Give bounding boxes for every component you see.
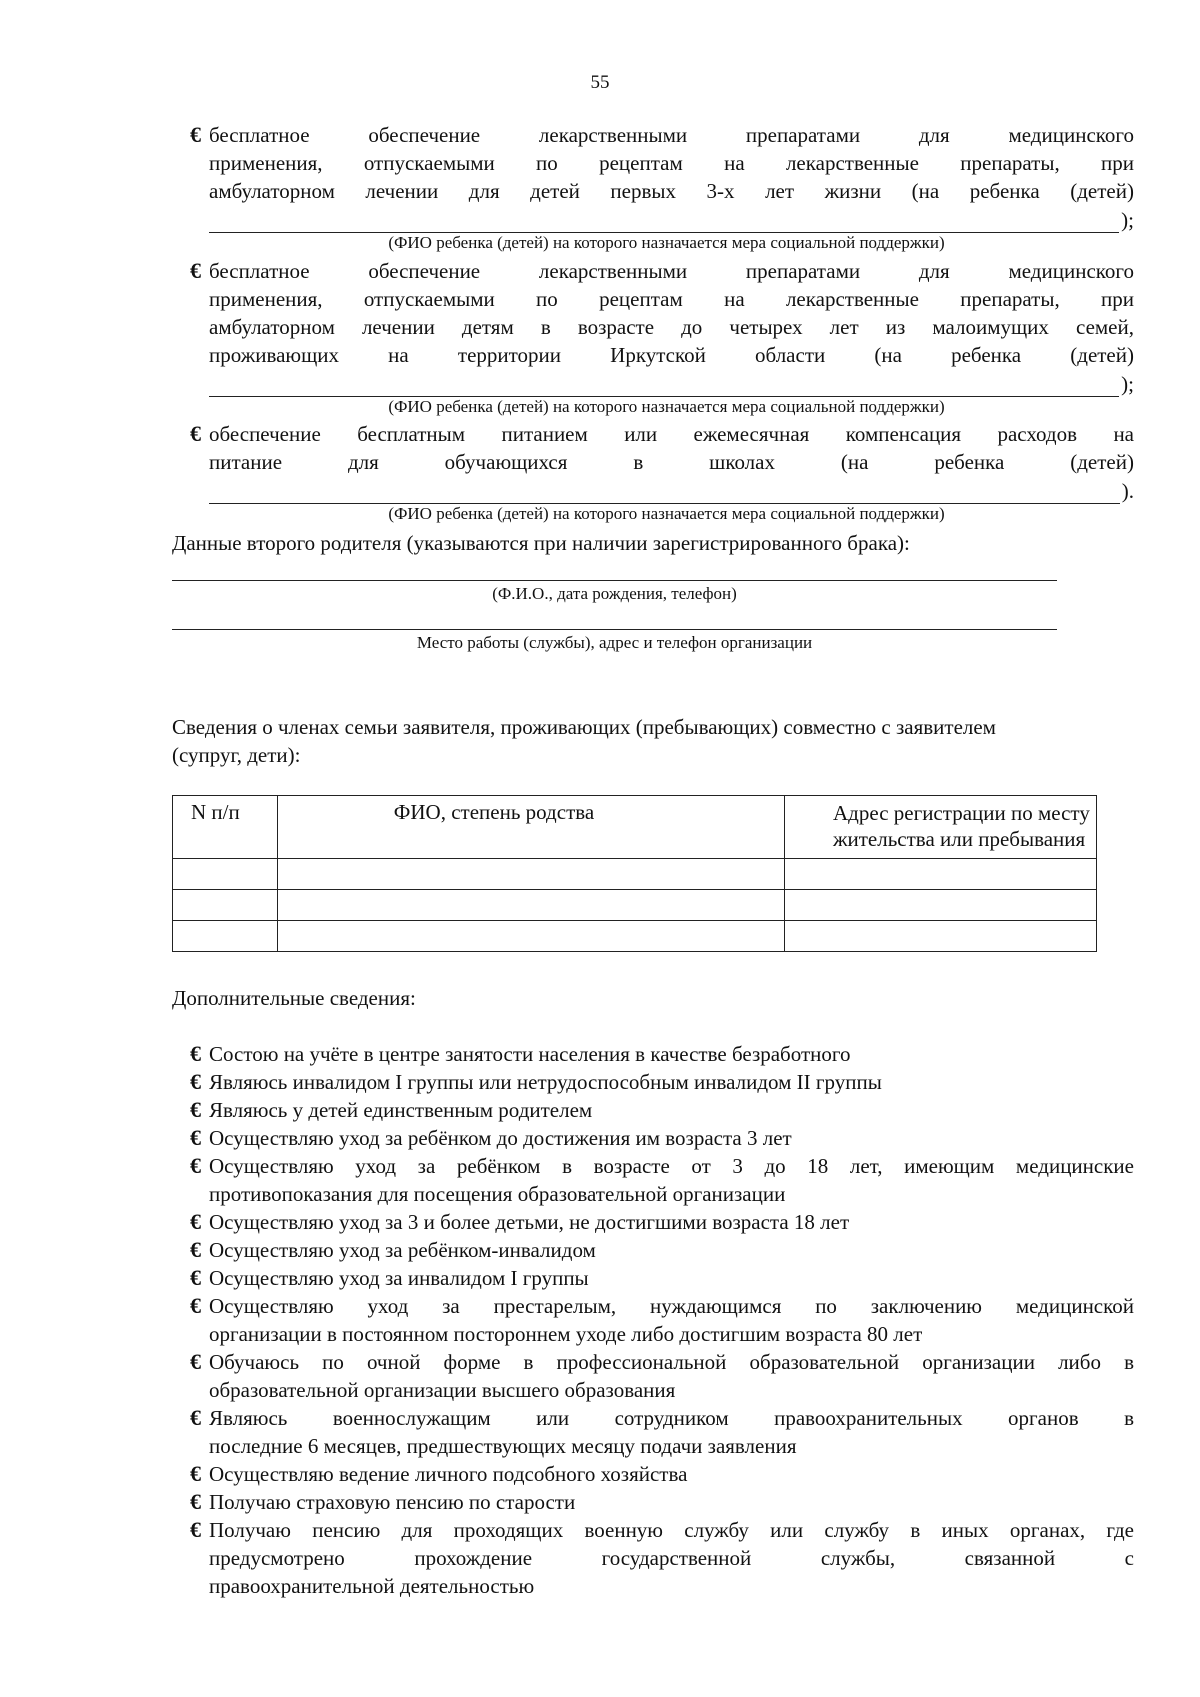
table-cell[interactable]: [785, 859, 1097, 890]
benefit-item: [190, 420, 1134, 524]
checkbox-euro-icon[interactable]: €: [190, 421, 201, 446]
item-line: последние 6 месяцев, предшествующих месяцу подачи заявления: [209, 1434, 797, 1458]
item-line: Осуществляю уход за ребёнком-инвалидом: [209, 1238, 596, 1262]
table-cell[interactable]: [173, 890, 278, 921]
fill-end: ).: [1121, 479, 1134, 503]
additional-item: [190, 1236, 1134, 1264]
item-line: организации в постоянном постороннем уходе либо достигшим возраста 80 лет: [209, 1322, 923, 1346]
benefit-item: [190, 121, 1134, 253]
table-cell[interactable]: [173, 921, 278, 952]
additional-item: [190, 1404, 1134, 1460]
additional-item: [190, 1516, 1134, 1600]
benefit-line: проживающих на территории Иркутской области (на ребенка (детей): [209, 343, 1134, 367]
fill-end: );: [1121, 372, 1134, 396]
table-row: [173, 921, 1097, 952]
table-cell[interactable]: [278, 859, 785, 890]
table-cell[interactable]: [173, 859, 278, 890]
checkbox-euro-icon[interactable]: €: [190, 1293, 201, 1318]
additional-item: [190, 1488, 1134, 1516]
child-name-field[interactable]: [209, 205, 1134, 233]
family-intro: Сведения о членах семьи заявителя, проживающих (пребывающих) совместно с заявителем: [172, 715, 996, 739]
field-caption: (ФИО ребенка (детей) на которого назначается мера социальной поддержки): [388, 233, 945, 252]
additional-item: [190, 1152, 1134, 1208]
page-number: 55: [590, 72, 610, 93]
benefit-line: амбулаторном лечении детям в возрасте до четырех лет из малоимущих семей,: [209, 315, 1134, 339]
fill-line: [209, 376, 1119, 397]
benefit-item: [190, 257, 1134, 417]
checkbox-euro-icon[interactable]: €: [190, 1517, 201, 1542]
benefit-line: питание для обучающихся в школах (на ребенка (детей): [209, 450, 1134, 474]
checkbox-euro-icon[interactable]: €: [190, 1125, 201, 1150]
second-parent-name-field[interactable]: [172, 580, 1057, 581]
item-line: предусмотрено прохождение государственной службы, связанной с: [209, 1546, 1134, 1570]
checkbox-euro-icon[interactable]: €: [190, 258, 201, 283]
second-parent-work-caption: Место работы (службы), адрес и телефон организации: [416, 633, 813, 652]
table-header-row: [173, 796, 1097, 859]
checkbox-euro-icon[interactable]: €: [190, 1265, 201, 1290]
table-cell[interactable]: [278, 921, 785, 952]
item-line: Являюсь у детей единственным родителем: [209, 1098, 593, 1122]
benefit-line: применения, отпускаемыми по рецептам на лекарственные препараты, при: [209, 287, 1134, 311]
field-caption: (ФИО ребенка (детей) на которого назначается мера социальной поддержки): [388, 397, 945, 416]
fill-line: [209, 212, 1119, 233]
additional-item: [190, 1068, 1134, 1096]
field-caption: (ФИО ребенка (детей) на которого назначается мера социальной поддержки): [388, 504, 945, 523]
benefit-line: бесплатное обеспечение лекарственными препаратами для медицинского: [209, 123, 1134, 147]
checkbox-euro-icon[interactable]: €: [190, 1153, 201, 1178]
checkbox-euro-icon[interactable]: €: [190, 1237, 201, 1262]
fill-line: [209, 483, 1120, 504]
item-line: Осуществляю уход за 3 и более детьми, не достигшими возраста 18 лет: [209, 1210, 850, 1234]
benefit-line: обеспечение бесплатным питанием или ежемесячная компенсация расходов на: [209, 422, 1134, 446]
checkbox-euro-icon[interactable]: €: [190, 122, 201, 147]
table-cell[interactable]: [785, 921, 1097, 952]
table-cell[interactable]: [785, 890, 1097, 921]
additional-item: [190, 1348, 1134, 1404]
checkbox-euro-icon[interactable]: €: [190, 1069, 201, 1094]
additional-item: [190, 1460, 1134, 1488]
benefit-line: бесплатное обеспечение лекарственными препаратами для медицинского: [209, 259, 1134, 283]
checkbox-euro-icon[interactable]: €: [190, 1097, 201, 1122]
item-line: Осуществляю ведение личного подсобного хозяйства: [209, 1462, 688, 1486]
column-header-address-line: жительства или пребывания: [833, 827, 1086, 851]
family-intro: (супруг, дети):: [172, 743, 301, 767]
item-line: Осуществляю уход за ребёнком в возрасте от 3 до 18 лет, имеющим медицинские: [209, 1154, 1134, 1178]
benefit-line: амбулаторном лечении для детей первых 3-х лет жизни (на ребенка (детей): [209, 179, 1134, 203]
additional-item: [190, 1208, 1134, 1236]
item-line: правоохранительной деятельностью: [209, 1574, 535, 1598]
item-line: противопоказания для посещения образовательной организации: [209, 1182, 786, 1206]
additional-item: [190, 1292, 1134, 1348]
additional-item: [190, 1264, 1134, 1292]
checkbox-euro-icon[interactable]: €: [190, 1209, 201, 1234]
column-header-number: N п/п: [173, 796, 278, 859]
checkbox-euro-icon[interactable]: €: [190, 1489, 201, 1514]
item-line: Являюсь военнослужащим или сотрудником правоохранительных органов в: [209, 1406, 1134, 1430]
additional-item: [190, 1040, 1134, 1068]
additional-item: [190, 1096, 1134, 1124]
checkbox-euro-icon[interactable]: €: [190, 1405, 201, 1430]
child-name-field[interactable]: [209, 369, 1134, 397]
item-line: Осуществляю уход за ребёнком до достижения им возраста 3 лет: [209, 1126, 792, 1150]
checkbox-euro-icon[interactable]: €: [190, 1349, 201, 1374]
fill-end: );: [1121, 208, 1134, 232]
column-header-address-line: Адрес регистрации по месту: [833, 801, 1090, 825]
table-row: [173, 890, 1097, 921]
item-line: Являюсь инвалидом I группы или нетрудоспособным инвалидом II группы: [209, 1070, 882, 1094]
additional-item: [190, 1124, 1134, 1152]
item-line: Получаю страховую пенсию по старости: [209, 1490, 576, 1514]
table-cell[interactable]: [278, 890, 785, 921]
second-parent-caption: (Ф.И.О., дата рождения, телефон): [492, 584, 737, 603]
item-line: Осуществляю уход за престарелым, нуждающимся по заключению медицинской: [209, 1294, 1134, 1318]
checkbox-euro-icon[interactable]: €: [190, 1461, 201, 1486]
item-line: Состою на учёте в центре занятости населения в качестве безработного: [209, 1042, 851, 1066]
item-line: образовательной организации высшего образования: [209, 1378, 676, 1402]
checkbox-euro-icon[interactable]: €: [190, 1041, 201, 1066]
item-line: Получаю пенсию для проходящих военную службу или службу в иных органах, где: [209, 1518, 1134, 1542]
item-line: Обучаюсь по очной форме в профессиональной образовательной организации либо в: [209, 1350, 1134, 1374]
second-parent-work-field[interactable]: [172, 629, 1057, 630]
table-row: [173, 859, 1097, 890]
child-name-field[interactable]: [209, 476, 1134, 504]
item-line: Осуществляю уход за инвалидом I группы: [209, 1266, 589, 1290]
benefit-line: применения, отпускаемыми по рецептам на лекарственные препараты, при: [209, 151, 1134, 175]
column-header-address: [785, 796, 1097, 859]
second-parent-heading: Данные второго родителя (указываются при наличии зарегистрированного брака):: [172, 531, 910, 555]
family-table: [172, 795, 1097, 952]
column-header-name: ФИО, степень родства: [278, 796, 785, 859]
additional-heading: Дополнительные сведения:: [172, 986, 416, 1010]
